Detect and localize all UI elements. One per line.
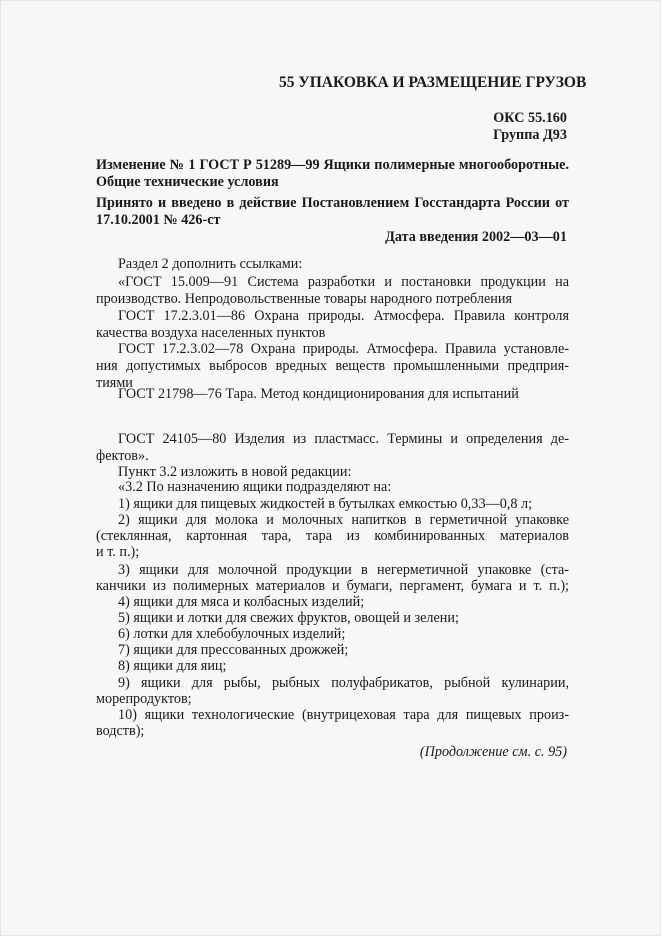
list-item-2-line2: (стеклянная, картонная тара, тара из комбинированных материалов: [96, 528, 569, 544]
list-item-10-line1: 10) ящики технологические (внутрицеховая тара для пищевых произ-: [118, 707, 569, 723]
list-item-6: 6) лотки для хлебобулочных изделий;: [118, 626, 346, 642]
list-item-7: 7) ящики для прессованных дрожжей;: [118, 642, 349, 658]
para-section2: Раздел 2 дополнить ссылками:: [118, 256, 303, 272]
list-item-4: 4) ящики для мяса и колбасных изделий;: [118, 594, 365, 610]
ref-gost-17-2-3-02-line2: ния допустимых выбросов вредных веществ промышленными предприя-: [96, 358, 569, 374]
introduction-date: Дата введения 2002—03—01: [385, 229, 567, 245]
list-item-9-line2: морепродуктов;: [96, 691, 192, 707]
adopted-line2: 17.10.2001 № 426-ст: [96, 212, 221, 228]
list-item-10-line2: водств);: [96, 723, 145, 739]
ref-gost-17-2-3-01-line2: качества воздуха населенных пунктов: [96, 325, 326, 341]
ref-gost-15009-line2: производство. Непродовольственные товары народного потребления: [96, 291, 513, 307]
amendment-title-line2: Общие технические условия: [96, 174, 279, 190]
ref-gost-24105-line1: ГОСТ 24105—80 Изделия из пластмасс. Термины и определения де-: [118, 431, 569, 447]
list-item-2-line3: и т. п.);: [96, 544, 140, 560]
list-item-1: 1) ящики для пищевых жидкостей в бутылках емкостью 0,33—0,8 л;: [118, 496, 533, 512]
oks-code: ОКС 55.160: [493, 110, 567, 126]
list-item-3-line2: канчики из полимерных материалов и бумаги, пергамент, бумага и т. п.);: [96, 578, 569, 594]
continuation-note: (Продолжение см. с. 95): [419, 744, 567, 760]
list-item-2-line1: 2) ящики для молока и молочных напитков в герметичной упаковке: [118, 512, 569, 528]
section-title: 55 УПАКОВКА И РАЗМЕЩЕНИЕ ГРУЗОВ: [279, 74, 587, 91]
list-item-9-line1: 9) ящики для рыбы, рыбных полуфабрикатов, рыбной кулинарии,: [118, 675, 569, 691]
amendment-title-line1: Изменение № 1 ГОСТ Р 51289—99 Ящики полимерные многооборотные.: [96, 157, 569, 173]
group-code: Группа Д93: [493, 127, 567, 143]
list-item-3-line1: 3) ящики для молочной продукции в негерметичной упаковке (ста-: [118, 562, 569, 578]
para-3-2-intro: «3.2 По назначению ящики подразделяют на:: [118, 479, 392, 495]
list-item-8: 8) ящики для яиц;: [118, 658, 227, 674]
ref-gost-15009-line1: «ГОСТ 15.009—91 Система разработки и постановки продукции на: [118, 274, 569, 290]
ref-gost-17-2-3-02-line3: тиями: [96, 375, 133, 391]
list-item-5: 5) ящики и лотки для свежих фруктов, овощей и зелени;: [118, 610, 459, 626]
ref-gost-17-2-3-02-line1: ГОСТ 17.2.3.02—78 Охрана природы. Атмосфера. Правила установле-: [118, 341, 569, 357]
ref-gost-24105-line2: фектов».: [96, 448, 149, 464]
adopted-line1: Принято и введено в действие Постановлением Госстандарта России от: [96, 195, 569, 211]
ref-gost-17-2-3-01-line1: ГОСТ 17.2.3.01—86 Охрана природы. Атмосфера. Правила контроля: [118, 308, 569, 324]
ref-gost-21798: ГОСТ 21798—76 Тара. Метод кондиционирования для испытаний: [118, 386, 519, 402]
para-clause-3-2: Пункт 3.2 изложить в новой редакции:: [118, 464, 352, 480]
